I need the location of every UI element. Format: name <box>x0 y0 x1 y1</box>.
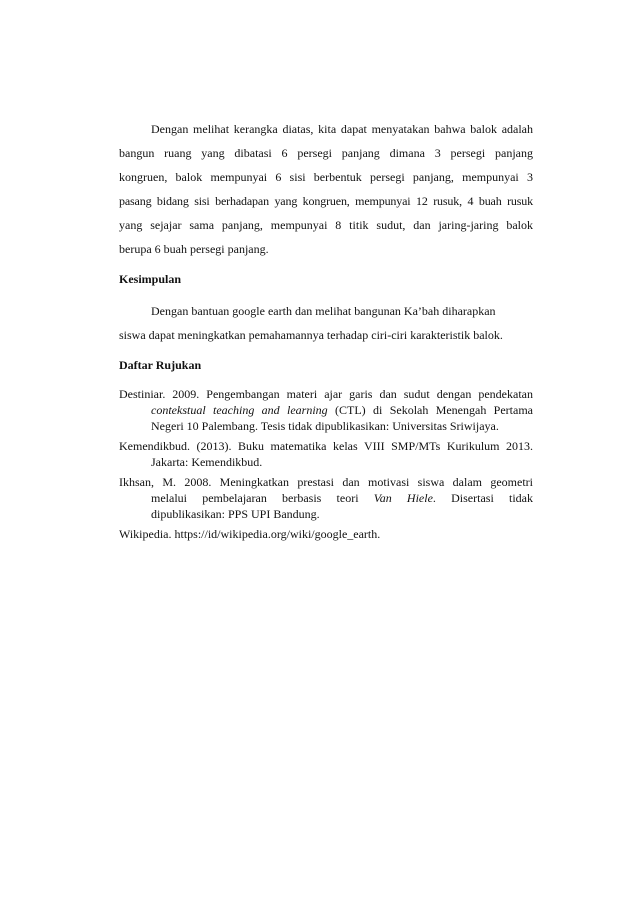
reference-text: (CTL) di Sekolah Menengah Pertama <box>327 403 533 417</box>
paragraph-kesimpulan <box>119 299 533 347</box>
reference-line: Wikipedia. https://id/wikipedia.org/wiki/google_earth. <box>119 527 381 541</box>
kesimpulan-heading: Kesimpulan <box>119 272 182 286</box>
paragraph-line: kongruen, balok mempunyai 6 sisi berbentuk persegi panjang, mempunyai 3 <box>119 170 533 184</box>
reference-line: Ikhsan, M. 2008. Meningkatkan prestasi dan motivasi siswa dalam geometri <box>119 475 533 489</box>
reference-line <box>119 490 533 506</box>
paragraph-line: Dengan bantuan google earth dan melihat bangunan Ka’bah diharapkan <box>151 304 496 318</box>
paragraph-line: siswa dapat meningkatkan pemahamannya terhadap ciri-ciri karakteristik balok. <box>119 328 503 342</box>
reference-line: Kemendikbud. (2013). Buku matematika kelas VIII SMP/MTs Kurikulum 2013. <box>119 439 533 453</box>
reference-text: . Disertasi tidak <box>432 491 533 505</box>
paragraph-line: berupa 6 buah persegi panjang. <box>119 242 269 256</box>
reference-line: dipublikasikan: PPS UPI Bandung. <box>151 507 320 521</box>
reference-line: Destiniar. 2009. Pengembangan materi ajar garis dan sudut dengan pendekatan <box>119 387 533 401</box>
reference-title-italic: contekstual teaching and learning <box>151 403 328 417</box>
reference-item <box>119 526 533 542</box>
page-content <box>119 117 533 542</box>
paragraph-line: yang sejajar sama panjang, mempunyai 8 titik sudut, dan jaring-jaring balok <box>119 218 533 232</box>
reference-list <box>119 386 533 542</box>
reference-title-italic: Van Hiele <box>373 491 433 505</box>
daftar-rujukan-heading: Daftar Rujukan <box>119 358 202 372</box>
reference-line <box>119 402 533 418</box>
reference-item <box>119 474 533 522</box>
reference-line: Jakarta: Kemendikbud. <box>151 455 263 469</box>
reference-text: melalui pembelajaran berbasis teori <box>151 491 374 505</box>
paragraph-line: bangun ruang yang dibatasi 6 persegi panjang dimana 3 persegi panjang <box>119 146 533 160</box>
paragraph-balok <box>119 117 533 261</box>
reference-item <box>119 386 533 434</box>
reference-item <box>119 438 533 470</box>
paragraph-line: Dengan melihat kerangka diatas, kita dapat menyatakan bahwa balok adalah <box>151 122 533 136</box>
paragraph-line: pasang bidang sisi berhadapan yang kongruen, mempunyai 12 rusuk, 4 buah rusuk <box>119 194 533 208</box>
reference-line: Negeri 10 Palembang. Tesis tidak dipublikasikan: Universitas Sriwijaya. <box>151 419 499 433</box>
